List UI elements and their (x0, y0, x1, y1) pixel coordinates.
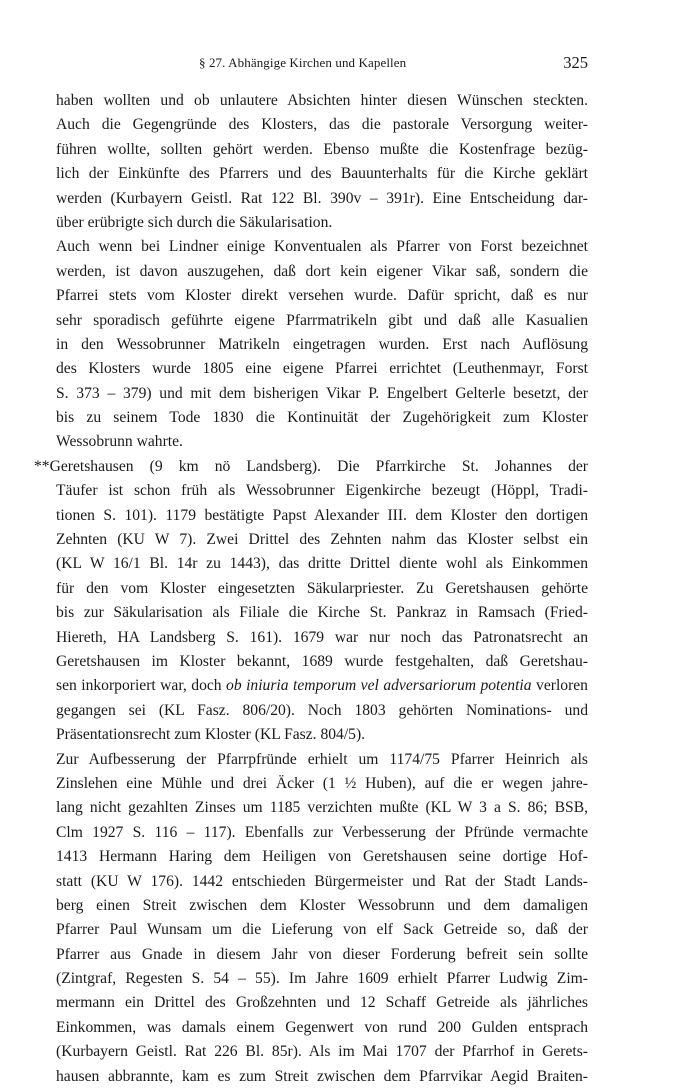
text-line (56, 723, 588, 747)
line-text: Präsentationsrecht zum Kloster (KL Fasz. 804/5). (56, 726, 366, 744)
text-line (56, 870, 588, 894)
line-text: gegangen sei (KL Fasz. 806/20). Noch 1803 gehörten Nominations- und (56, 701, 588, 719)
text-line (56, 284, 588, 308)
line-text: über erübrigte sich durch die Säkularisation. (56, 213, 333, 231)
latin-quotation: ob iniuria temporum vel adversariorum potentia (226, 677, 532, 695)
text-line (56, 943, 588, 967)
line-text: lang nicht gezahlten Zinses um 1185 verzichten mußte (KL W 3 a S. 86; BSB, (56, 799, 588, 817)
text-line (34, 455, 588, 479)
page-number: 325 (563, 53, 588, 72)
line-text: für den vom Kloster eingesetzten Säkularpriester. Zu Geretshausen gehörte (56, 579, 588, 597)
line-text: werden, ist davon auszugehen, daß dort kein eigener Vikar saß, sondern die (56, 262, 588, 280)
line-text: des Klosters wurde 1805 eine eigene Pfarrei errichtet (Leuthenmayr, Forst (56, 360, 588, 378)
text-line (56, 845, 588, 869)
text-line (56, 748, 588, 772)
line-text-after: verloren (536, 677, 588, 695)
text-line (56, 674, 588, 698)
text-line (56, 1065, 588, 1089)
text-line (56, 650, 588, 674)
line-text: lich der Einkünfte des Pfarrers und des Bauunterhalts für die Kirche geklärt (56, 165, 588, 183)
line-text: Einkommen, was damals einem Gegenwert von rund 200 Gulden entsprach (56, 1018, 588, 1036)
text-line (56, 479, 588, 503)
text-line (56, 260, 588, 284)
running-head (0, 55, 700, 75)
text-line (56, 577, 588, 601)
text-line (56, 601, 588, 625)
line-text: werden (Kurbayern Geistl. Rat 122 Bl. 390v – 391r). Eine Entscheidung dar- (56, 189, 588, 207)
line-text: Geretshausen im Kloster bekannt, 1689 wurde festgehalten, daß Geretshau- (56, 652, 588, 670)
line-text: tionen S. 101). 1179 bestätigte Papst Alexander III. dem Kloster den dortigen (56, 506, 588, 524)
text-line (56, 991, 588, 1015)
line-text: bis zur Säkularisation als Filiale die Kirche St. Pankraz in Ramsach (Fried- (56, 604, 588, 622)
line-text: (KL W 16/1 Bl. 14r zu 1443), das dritte Drittel diente wohl als Einkommen (56, 555, 588, 573)
line-text: Zehnten (KU W 7). Zwei Drittel des Zehnten nahm das Kloster selbst ein (56, 531, 588, 549)
text-line (56, 626, 588, 650)
text-line (56, 796, 588, 820)
line-text: mermann ein Drittel des Großzehnten und 12 Schaff Getreide als jährliches (56, 994, 588, 1012)
line-text: **Geretshausen (9 km nö Landsberg). Die Pfarrkirche St. Johannes der (34, 457, 588, 475)
line-text: bis zu seinem Tode 1830 die Kontinuität der Zugehörigkeit zum Kloster (56, 409, 588, 427)
text-line (56, 235, 588, 259)
line-text: Pfarrei stets vom Kloster direkt versehen wurde. Dafür spricht, daß es nur (56, 287, 588, 305)
text-line (56, 918, 588, 942)
text-line (56, 894, 588, 918)
line-text: Pfarrer Paul Wunsam um die Lieferung von elf Sack Getreide so, daß der (56, 921, 588, 939)
line-text: 1413 Hermann Haring dem Heiligen von Geretshausen seine dortige Hof- (56, 848, 588, 866)
body-text (34, 89, 588, 1089)
line-text: sen inkorporiert war, doch (56, 677, 222, 695)
text-line (56, 552, 588, 576)
line-text: Zinslehen eine Mühle und drei Äcker (1 ½ Huben), auf die er wegen jahre- (56, 774, 588, 792)
line-text: haben wollten und ob unlautere Absichten hinter diesen Wünschen steckten. (56, 92, 588, 109)
text-line (56, 504, 588, 528)
text-line (56, 1040, 588, 1064)
text-line (56, 382, 588, 406)
text-line (56, 89, 588, 113)
line-text: Zur Aufbesserung der Pfarrpfründe erhielt um 1174/75 Pfarrer Heinrich als (56, 750, 588, 768)
text-line (56, 162, 588, 186)
text-line (56, 821, 588, 845)
line-text: Clm 1927 S. 116 – 117). Ebenfalls zur Verbesserung der Pfründe vermachte (56, 823, 588, 841)
text-line (56, 187, 588, 211)
line-text: Hiereth, HA Landsberg S. 161). 1679 war nur noch das Patronatsrecht an (56, 628, 588, 646)
line-text: statt (KU W 176). 1442 entschieden Bürgermeister und Rat der Stadt Lands- (56, 872, 588, 890)
line-text: hausen abbrannte, kam es zum Streit zwischen dem Pfarrvikar Aegid Braiten- (56, 1067, 588, 1085)
text-line (56, 211, 588, 235)
text-line (56, 357, 588, 381)
text-line (56, 138, 588, 162)
text-line (56, 772, 588, 796)
text-line (56, 430, 588, 454)
line-text: führen wollte, sollten gehört werden. Ebenso mußte die Kostenfrage bezüg- (56, 140, 588, 158)
text-line (56, 528, 588, 552)
line-text: Pfarrer aus Gnade in diesem Jahr von dieser Forderung befreit sein sollte (56, 945, 588, 963)
text-line (56, 113, 588, 137)
text-line (56, 1016, 588, 1040)
running-title: § 27. Abhängige Kirchen und Kapellen (199, 55, 407, 70)
line-text: berg einen Streit zwischen dem Kloster Wessobrunn und dem damaligen (56, 896, 588, 914)
text-line (56, 699, 588, 723)
line-text: Auch die Gegengründe des Klosters, das die pastorale Versorgung weiter- (56, 116, 588, 134)
line-text: S. 373 – 379) und mit dem bisherigen Vikar P. Engelbert Gelterle besetzt, der (56, 384, 588, 402)
line-text: Täufer ist schon früh als Wessobrunner Eigenkirche bezeugt (Höppl, Tradi- (56, 482, 588, 500)
line-text: sehr sporadisch geführte eigene Pfarrmatrikeln gibt und daß alle Kasualien (56, 311, 588, 329)
text-line (56, 406, 588, 430)
line-text: Wessobrunn wahrte. (56, 433, 183, 451)
text-line (56, 967, 588, 991)
text-line (56, 309, 588, 333)
line-text: in den Wessobrunner Matrikeln eingetragen wurden. Erst nach Auflösung (56, 335, 588, 353)
line-text: (Kurbayern Geistl. Rat 226 Bl. 85r). Als im Mai 1707 der Pfarrhof in Gerets- (56, 1043, 588, 1061)
text-line (56, 333, 588, 357)
line-text: Auch wenn bei Lindner einige Konventualen als Pfarrer von Forst bezeichnet (56, 238, 588, 256)
line-text: (Zintgraf, Regesten S. 54 – 55). Im Jahre 1609 erhielt Pfarrer Ludwig Zim- (56, 970, 588, 988)
